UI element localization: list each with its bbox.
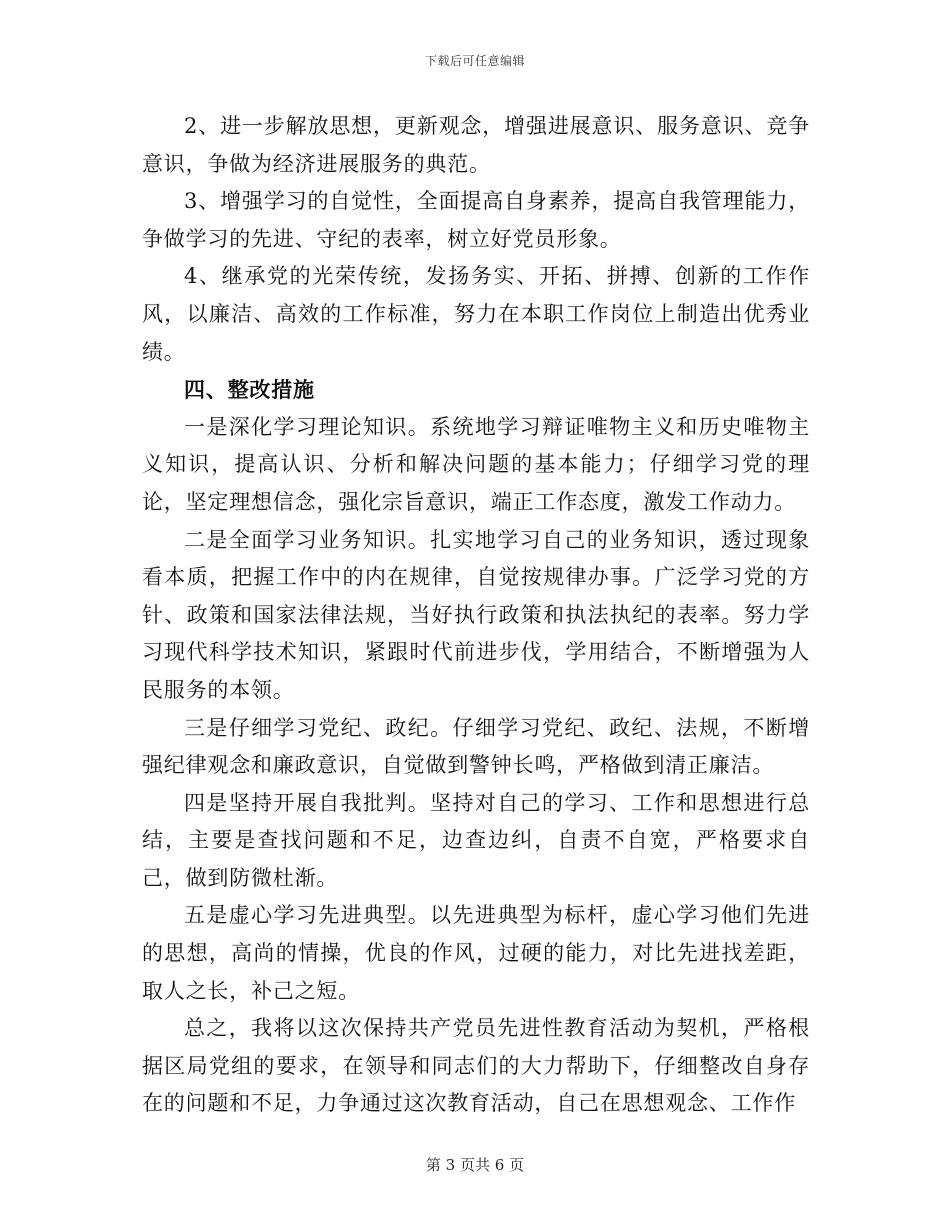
page-header: 下载后可任意编辑 — [424, 54, 525, 68]
paragraph-party-discipline: 三是仔细学习党纪、政纪。仔细学习党纪、政纪、法规，不断增强纪律观念和廉政意识，自觉做到警钟长鸣，严格做到清正廉洁。 — [142, 715, 810, 778]
paragraph-conclusion: 总之，我将以这次保持共产党员先进性教育活动为契机，严格根据区局党组的要求，在领导和同志们的大力帮助下，仔细整改自身存在的问题和不足，力争通过这次教育活动，自己在思想观念、工作作 — [142, 1016, 810, 1116]
paragraph-business-knowledge: 二是全面学习业务知识。扎实地学习自己的业务知识，透过现象看本质，把握工作中的内在规律，自觉按规律办事。广泛学习党的方针、政策和国家法律法规，当好执行政策和执法执纪的表率。努力学习现代科学技术知识，紧跟时代前进步伐，学用结合，不断增强为人民服务的本领。 — [142, 527, 810, 702]
paragraph-item-2: 2、进一步解放思想，更新观念，增强进展意识、服务意识、竞争意识，争做为经济进展服务的典范。 — [142, 114, 810, 176]
paragraph-item-3: 3、增强学习的自觉性，全面提高自身素养，提高自我管理能力，争做学习的先进、守纪的表率，树立好党员形象。 — [142, 189, 810, 251]
section-heading-rectification-measures: 四、整改措施 — [184, 377, 315, 403]
paragraph-item-4: 4、继承党的光荣传统，发扬务实、开拓、拼搏、创新的工作作风，以廉洁、高效的工作标准，努力在本职工作岗位上制造出优秀业绩。 — [142, 264, 810, 364]
paragraph-self-criticism: 四是坚持开展自我批判。坚持对自己的学习、工作和思想进行总结，主要是查找问题和不足，边查边纠，自责不自宽，严格要求自己，做到防微杜渐。 — [142, 790, 810, 890]
page-footer: 第 3 页共 6 页 — [425, 1156, 525, 1174]
paragraph-theory-study: 一是深化学习理论知识。系统地学习辩证唯物主义和历史唯物主义知识，提高认识、分析和解决问题的基本能力；仔细学习党的理论，坚定理想信念，强化宗旨意识，端正工作态度，激发工作动力。 — [142, 414, 810, 514]
paragraph-learn-from-models: 五是虚心学习先进典型。以先进典型为标杆，虚心学习他们先进的思想，高尚的情操，优良的作风，过硬的能力，对比先进找差距，取人之长，补己之短。 — [142, 903, 810, 1003]
document-body — [142, 108, 810, 1123]
